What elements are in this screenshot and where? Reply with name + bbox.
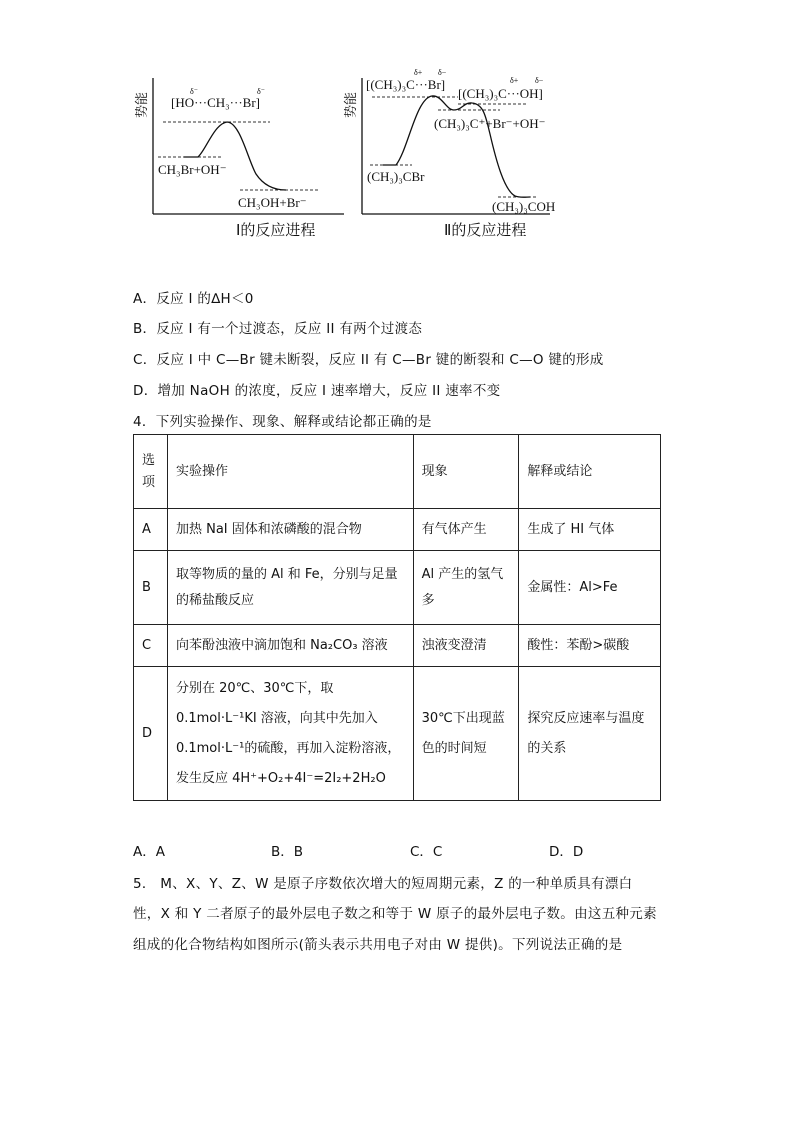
cell-operation: 加热 NaI 固体和浓磷酸的混合物 [167, 509, 413, 551]
header-conclusion: 解释或结论 [519, 435, 661, 509]
right-product-label: (CH₃)₃COH [492, 199, 556, 214]
right-ylabel: 势能 [344, 91, 359, 118]
q3-option-a: A．反应 I 的∆H＜0 [133, 291, 254, 307]
cell-operation: 分别在 20℃、30℃下，取 0.1mol·L⁻¹KI 溶液，向其中先加入 0.1mol·L⁻¹的硫酸，再加入淀粉溶液，发生反应 4H⁺+O₂+4I⁻=2I₂+2H₂O [167, 667, 413, 801]
table-row [134, 551, 661, 625]
table-row [134, 509, 661, 551]
right-intermediate-label: (CH₃)₃C⁺+Br⁻+OH⁻ [434, 116, 546, 131]
q3-option-d: D．增加 NaOH 的浓度，反应 I 速率增大，反应 II 速率不变 [133, 383, 501, 399]
cell-phenomenon: Al 产生的氢气多 [413, 551, 519, 625]
right-reactant-label: (CH₃)₃CBr [367, 169, 425, 184]
left-ylabel: 势能 [135, 91, 150, 118]
table-row [134, 625, 661, 667]
left-energy-curve [184, 122, 286, 190]
cell-conclusion: 金属性：Al>Fe [519, 551, 661, 625]
left-ts-label: [HO···CH₃···Br] [171, 95, 261, 110]
left-product-label: CH₃OH+Br⁻ [238, 195, 307, 210]
right-ts1-delta-2: δ− [438, 68, 447, 77]
cell-phenomenon: 30℃下出现蓝色的时间短 [413, 667, 519, 801]
cell-operation: 取等物质的量的 Al 和 Fe，分别与足量的稀盐酸反应 [167, 551, 413, 625]
q4-choice-b: B．B [271, 844, 304, 860]
energy-diagrams [0, 0, 794, 260]
q4-choice-a: A．A [133, 844, 165, 860]
diagram-right [343, 68, 555, 239]
right-ts2-label: [(CH₃)₃C···OH] [458, 86, 543, 101]
table-header-row [134, 435, 661, 509]
table-row [134, 667, 661, 801]
q3-option-b: B．反应 I 有一个过渡态，反应 II 有两个过渡态 [133, 321, 423, 337]
cell-option: C [134, 625, 168, 667]
cell-operation: 向苯酚浊液中滴加饱和 Na₂CO₃ 溶液 [167, 625, 413, 667]
q4-choice-c: C．C [410, 844, 443, 860]
right-ts1-delta-1: δ+ [414, 68, 423, 77]
left-ts-delta-2: δ⁻ [257, 87, 265, 96]
cell-option: D [134, 667, 168, 801]
q4-stem: 4．下列实验操作、现象、解释或结论都正确的是 [133, 414, 432, 430]
header-phenomenon: 现象 [413, 435, 519, 509]
right-caption: Ⅱ的反应进程 [444, 221, 527, 239]
left-caption: Ⅰ的反应进程 [236, 221, 316, 239]
cell-phenomenon: 浊液变澄清 [413, 625, 519, 667]
left-reactant-label: CH₃Br+OH⁻ [158, 162, 227, 177]
header-option: 选项 [134, 435, 168, 509]
cell-conclusion: 探究反应速率与温度的关系 [519, 667, 661, 801]
cell-phenomenon: 有气体产生 [413, 509, 519, 551]
header-operation: 实验操作 [167, 435, 413, 509]
cell-conclusion: 生成了 HI 气体 [519, 509, 661, 551]
q3-option-c: C．反应 I 中 C—Br 键未断裂，反应 II 有 C—Br 键的断裂和 C—O 键的形成 [133, 352, 604, 368]
q4-choice-d: D．D [549, 844, 584, 860]
right-ts2-delta-1: δ+ [510, 76, 519, 85]
q5-line-2: 性，X 和 Y 二者原子的最外层电子数之和等于 W 原子的最外层电子数。由这五种元素 [133, 906, 657, 922]
left-ts-delta-1: δ⁻ [190, 87, 198, 96]
q5-line-1: 5． M、X、Y、Z、W 是原子序数依次增大的短周期元素，Z 的一种单质具有漂白 [133, 876, 633, 892]
right-ts1-label: [(CH₃)₃C···Br] [366, 77, 446, 92]
cell-option: A [134, 509, 168, 551]
cell-conclusion: 酸性：苯酚>碳酸 [519, 625, 661, 667]
right-ts2-delta-2: δ− [535, 76, 544, 85]
diagram-left [134, 78, 344, 239]
cell-option: B [134, 551, 168, 625]
experiment-table [133, 434, 661, 801]
q5-line-3: 组成的化合物结构如图所示(箭头表示共用电子对由 W 提供)。下列说法正确的是 [133, 937, 623, 953]
